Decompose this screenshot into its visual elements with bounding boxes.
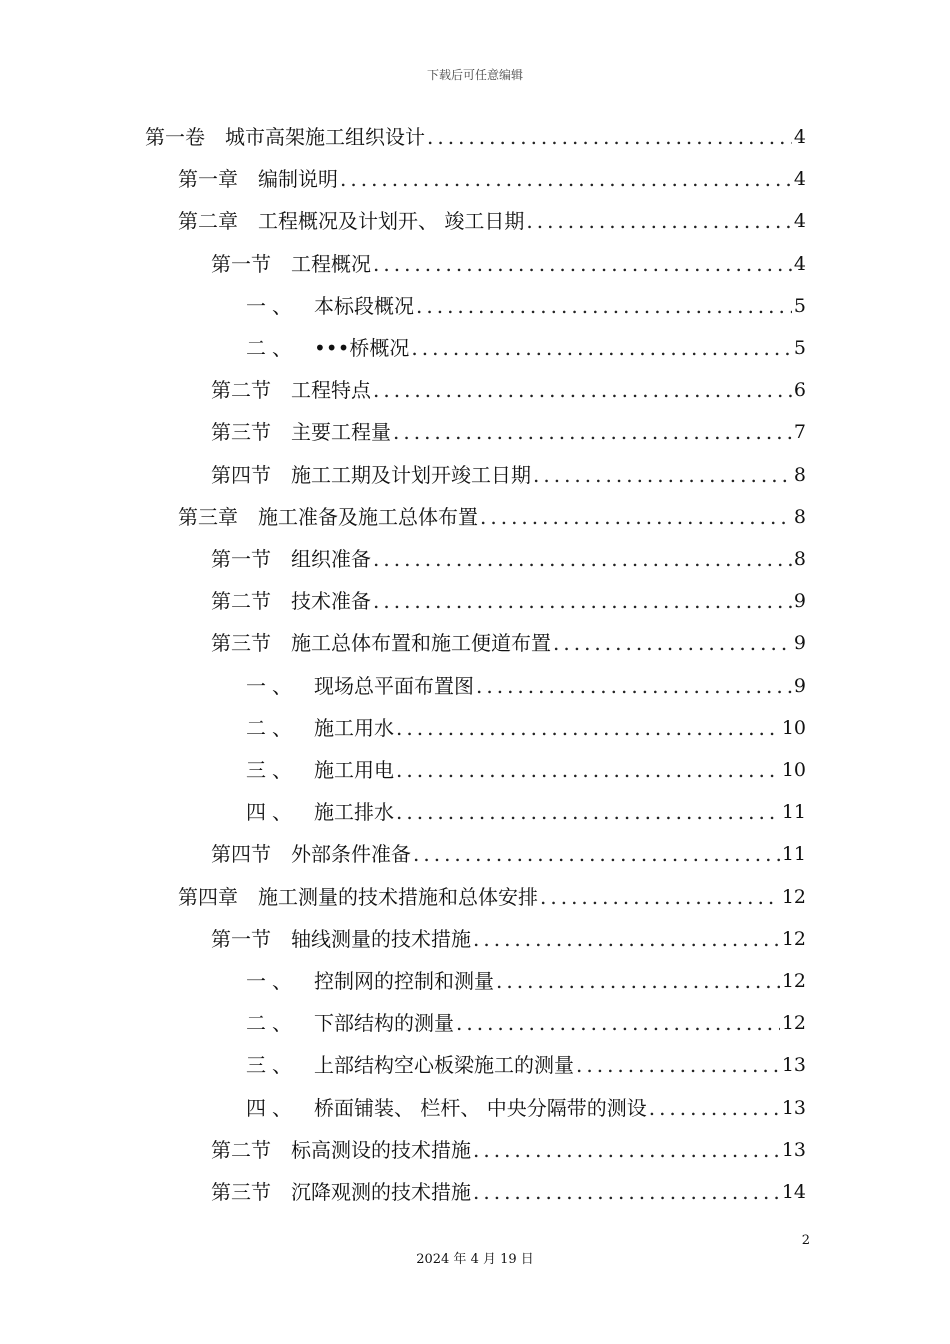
page-number: 2 bbox=[801, 1233, 810, 1248]
toc-entry[interactable] bbox=[246, 1087, 806, 1129]
toc-entry-page: 6 bbox=[793, 379, 806, 402]
toc-dot-leader bbox=[373, 538, 792, 580]
toc-entry-number: 第四节 bbox=[211, 842, 271, 867]
toc-dot-leader bbox=[473, 1129, 780, 1171]
toc-dot-leader bbox=[496, 960, 780, 1002]
toc-entry-title: 工程概况及计划开、 竣工日期 bbox=[258, 209, 525, 234]
toc-entry-title: 施工用水 bbox=[314, 715, 394, 740]
toc-entry-title: 编制说明 bbox=[258, 167, 338, 192]
toc-entry[interactable] bbox=[178, 200, 806, 242]
toc-dot-leader bbox=[427, 116, 792, 158]
toc-entry-page: 14 bbox=[781, 1181, 806, 1203]
toc-dot-leader bbox=[553, 622, 792, 664]
toc-entry-title: 施工用电 bbox=[314, 758, 394, 782]
toc-entry-number: 二、 bbox=[246, 715, 298, 740]
toc-entry[interactable] bbox=[211, 580, 806, 622]
toc-entry-number: 第二节 bbox=[211, 378, 271, 403]
footer-date: 2024 年 4 月 19 日 bbox=[416, 1252, 534, 1267]
toc-entry-number: 四、 bbox=[246, 800, 298, 825]
toc-entry-title: 沉降观测的技术措施 bbox=[291, 1180, 471, 1204]
toc-entry[interactable] bbox=[211, 833, 806, 875]
toc-entry-page: 10 bbox=[781, 716, 806, 739]
toc-entry-number: 二、 bbox=[246, 336, 298, 360]
toc-dot-leader bbox=[473, 918, 780, 960]
toc-entry-title: 城市高架施工组织设计 bbox=[225, 125, 425, 149]
toc-dot-leader bbox=[526, 200, 792, 242]
toc-dot-leader bbox=[396, 749, 780, 791]
toc-entry-number: 第一节 bbox=[211, 547, 271, 571]
toc-entry[interactable] bbox=[246, 1044, 806, 1086]
toc-entry[interactable] bbox=[211, 538, 806, 580]
toc-entry-number: 第四章 bbox=[178, 884, 238, 909]
toc-dot-leader bbox=[576, 1044, 780, 1086]
toc-entry-title: 轴线测量的技术措施 bbox=[291, 926, 471, 951]
toc-entry-page: 10 bbox=[781, 759, 806, 781]
toc-entry-page: 7 bbox=[793, 421, 806, 444]
toc-entry-page: 12 bbox=[781, 970, 806, 992]
toc-entry-number: 第一卷 bbox=[145, 125, 205, 149]
toc-entry[interactable] bbox=[178, 158, 806, 200]
toc-entry-page: 5 bbox=[793, 294, 806, 317]
toc-dot-leader bbox=[413, 833, 780, 875]
toc-entry-page: 8 bbox=[793, 505, 806, 528]
toc-dot-leader bbox=[416, 285, 792, 327]
toc-entry-title: 工程概况 bbox=[291, 251, 371, 276]
toc-entry-page: 9 bbox=[793, 590, 806, 613]
toc-dot-leader bbox=[373, 369, 792, 411]
toc-entry[interactable] bbox=[246, 327, 806, 369]
toc-dot-leader bbox=[473, 1171, 780, 1213]
toc-dot-leader bbox=[373, 580, 792, 622]
toc-entry-title: 施工工期及计划开竣工日期 bbox=[291, 462, 531, 487]
toc-entry[interactable] bbox=[211, 411, 806, 453]
toc-entry-title: 施工测量的技术措施和总体安排 bbox=[258, 884, 538, 909]
toc-entry[interactable] bbox=[145, 116, 806, 158]
toc-dot-leader bbox=[340, 158, 792, 200]
toc-entry-title: 组织准备 bbox=[291, 547, 371, 571]
toc-entry-number: 三、 bbox=[246, 1053, 298, 1078]
header-note: 下载后可任意编辑 bbox=[426, 68, 523, 82]
toc-entry-number: 第三节 bbox=[211, 420, 271, 445]
toc-entry-number: 一、 bbox=[246, 673, 298, 698]
toc-entry-title: 下部结构的测量 bbox=[314, 1011, 454, 1036]
toc-entry-number: 第二节 bbox=[211, 1137, 271, 1162]
toc-entry-page: 9 bbox=[793, 632, 806, 655]
toc-entry[interactable] bbox=[211, 1129, 806, 1171]
toc-entry-page: 4 bbox=[793, 210, 806, 233]
toc-entry-number: 一、 bbox=[246, 293, 298, 318]
toc-entry-number: 第一节 bbox=[211, 251, 271, 276]
toc-dot-leader bbox=[456, 1002, 780, 1044]
toc-entry-number: 第三章 bbox=[178, 504, 238, 529]
toc-entry[interactable] bbox=[178, 876, 806, 918]
toc-entry[interactable] bbox=[246, 707, 806, 749]
toc-entry-number: 四、 bbox=[246, 1095, 298, 1120]
toc-dot-leader bbox=[649, 1087, 780, 1129]
toc-entry-title: 工程特点 bbox=[291, 378, 371, 403]
toc-dot-leader bbox=[540, 876, 780, 918]
toc-entry-page: 13 bbox=[781, 1054, 806, 1077]
toc-entry[interactable] bbox=[211, 369, 806, 411]
toc-dot-leader bbox=[480, 496, 792, 538]
toc-dot-leader bbox=[411, 327, 792, 369]
toc-entry-page: 5 bbox=[793, 337, 806, 359]
toc-entry-number: 第一章 bbox=[178, 167, 238, 192]
toc-entry[interactable] bbox=[211, 454, 806, 496]
toc-entry[interactable] bbox=[246, 285, 806, 327]
toc-entry-number: 第三节 bbox=[211, 631, 271, 656]
toc-dot-leader bbox=[476, 665, 792, 707]
toc-entry-page: 11 bbox=[781, 843, 806, 866]
toc-entry[interactable] bbox=[246, 665, 806, 707]
toc-entry-number: 第四节 bbox=[211, 462, 271, 487]
toc-entry-page: 12 bbox=[781, 1012, 806, 1035]
toc-entry-page: 8 bbox=[793, 548, 806, 570]
toc-entry-number: 第三节 bbox=[211, 1180, 271, 1204]
toc-entry-title: 现场总平面布置图 bbox=[314, 673, 474, 698]
toc-dot-leader bbox=[373, 243, 792, 285]
toc-dot-leader bbox=[396, 707, 780, 749]
toc-dot-leader bbox=[396, 791, 780, 833]
toc-entry-number: 二、 bbox=[246, 1011, 298, 1036]
toc-entry-number: 一、 bbox=[246, 969, 298, 993]
toc-entry-page: 11 bbox=[781, 801, 806, 824]
toc-entry-title: •••桥概况 bbox=[314, 336, 410, 360]
toc-entry-page: 4 bbox=[793, 252, 806, 275]
toc-entry-title: 施工排水 bbox=[314, 800, 394, 825]
toc-entry-page: 8 bbox=[793, 463, 806, 486]
toc-entry-page: 4 bbox=[793, 126, 806, 148]
toc-entry-title: 上部结构空心板梁施工的测量 bbox=[314, 1053, 574, 1078]
toc-entry-title: 施工总体布置和施工便道布置 bbox=[291, 631, 551, 656]
toc-entry-title: 外部条件准备 bbox=[291, 842, 411, 867]
toc-entry-number: 第一节 bbox=[211, 926, 271, 951]
toc-dot-leader bbox=[533, 454, 792, 496]
toc-entry[interactable] bbox=[246, 749, 806, 791]
toc-entry-title: 标高测设的技术措施 bbox=[291, 1137, 471, 1162]
toc-entry-number: 第二章 bbox=[178, 209, 238, 234]
toc-entry[interactable] bbox=[211, 1171, 806, 1213]
toc-entry-title: 技术准备 bbox=[291, 589, 371, 614]
toc-entry-page: 4 bbox=[793, 168, 806, 191]
toc-entry-page: 12 bbox=[781, 885, 806, 908]
toc-entry-title: 桥面铺装、 栏杆、 中央分隔带的测设 bbox=[314, 1095, 647, 1120]
toc-entry-number: 第二节 bbox=[211, 589, 271, 614]
toc-entry[interactable] bbox=[178, 496, 806, 538]
toc-entry-title: 主要工程量 bbox=[291, 420, 391, 445]
toc-entry-page: 9 bbox=[793, 674, 806, 697]
toc-entry-page: 13 bbox=[781, 1138, 806, 1161]
toc-entry-page: 13 bbox=[781, 1096, 806, 1119]
toc-entry[interactable] bbox=[246, 960, 806, 1002]
toc-entry[interactable] bbox=[246, 791, 806, 833]
toc-entry[interactable] bbox=[246, 1002, 806, 1044]
toc-entry[interactable] bbox=[211, 622, 806, 664]
toc-entry[interactable] bbox=[211, 918, 806, 960]
toc-entry[interactable] bbox=[211, 243, 806, 285]
toc-entry-title: 施工准备及施工总体布置 bbox=[258, 504, 478, 529]
toc-entry-page: 12 bbox=[781, 927, 806, 950]
toc-entry-number: 三、 bbox=[246, 758, 298, 782]
toc-entry-title: 本标段概况 bbox=[314, 293, 414, 318]
toc-dot-leader bbox=[393, 411, 792, 453]
toc-entry-title: 控制网的控制和测量 bbox=[314, 969, 494, 993]
